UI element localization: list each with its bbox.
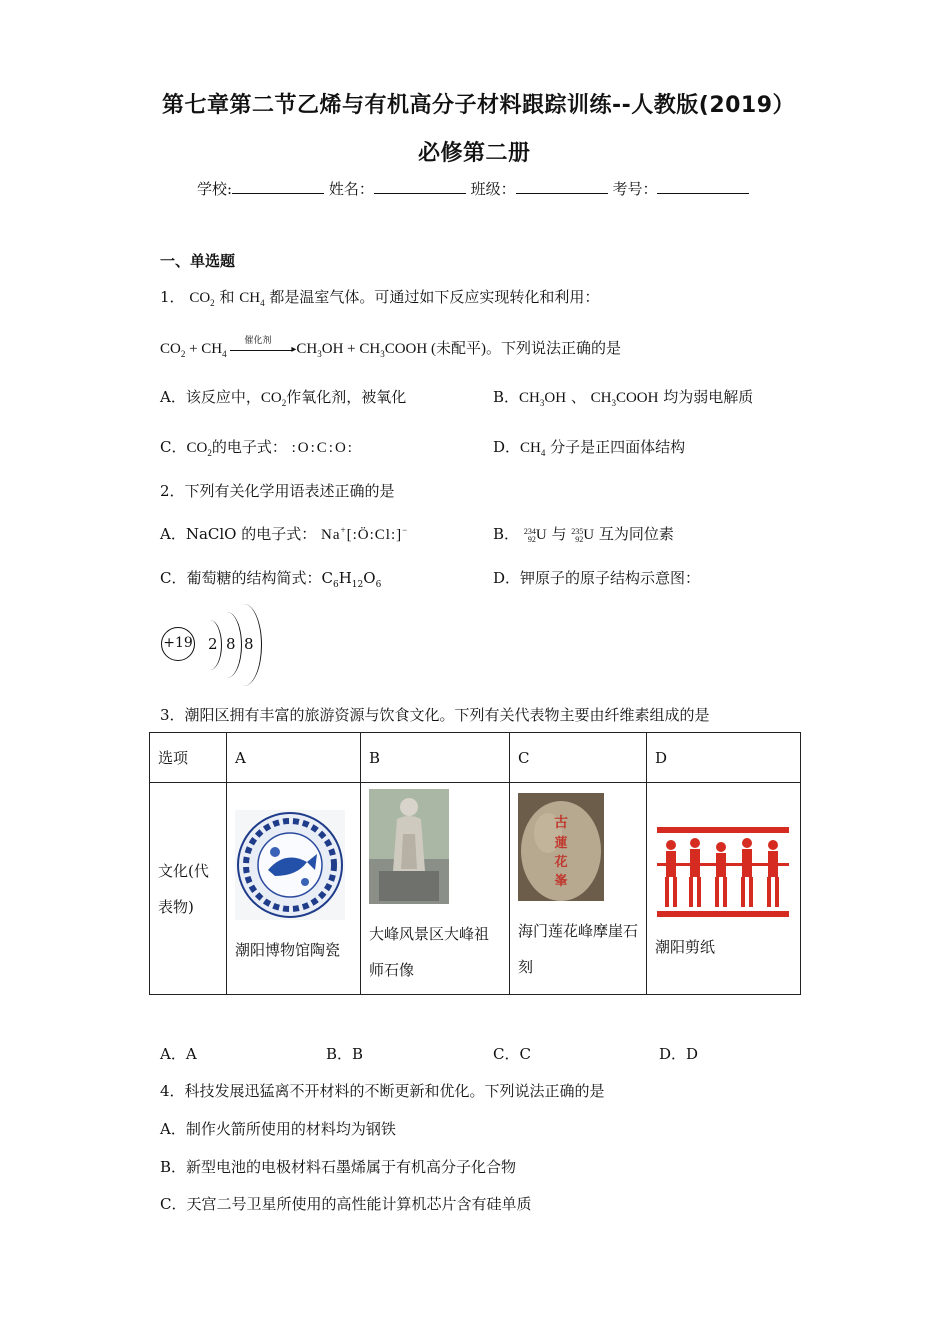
q1-a-prefix: A．该反应中， (160, 388, 261, 406)
q1-d-tail: 分子是正四面体结构 (550, 438, 686, 456)
table-header-cell: A (227, 733, 361, 783)
q3-stem: 3．潮阳区拥有丰富的旅游资源与饮食文化。下列有关代表物主要由纤维素组成的是 (160, 706, 710, 724)
shell-count-3: 8 (244, 635, 254, 653)
id-label: 考号： (612, 180, 658, 198)
q2-option-c[interactable]: C．葡萄糖的结构简式：$C_6H_{12}O_6$ (160, 569, 382, 590)
catalyst-label: 催化剂 (244, 334, 272, 345)
q1-number: 1． (160, 288, 185, 306)
co2-electron-formula: :O:C:O: (291, 440, 354, 456)
row-label: 文化(代表物) (150, 783, 227, 995)
class-label: 班级： (470, 180, 516, 198)
stone-statue-image (369, 789, 449, 904)
q4-option-b[interactable]: B．新型电池的电极材料石墨烯属于有机高分子化合物 (160, 1158, 517, 1176)
q1-text: 都是温室气体。可通过如下反应实现转化和利用： (269, 288, 600, 306)
caption-c: 海门莲花峰摩崖石刻 (518, 921, 639, 976)
table-header-row (150, 733, 801, 783)
table-cell-c (510, 783, 647, 995)
q1-c-mid: 的电子式： (211, 438, 287, 456)
nucleus-circle: +19 (161, 627, 195, 661)
q1-equation-tail: (未配平)。下列说法正确的是 (430, 341, 621, 357)
school-blank (232, 180, 324, 194)
name-blank (374, 180, 466, 194)
q3-option-c[interactable]: C．C (493, 1045, 531, 1063)
q3-table (149, 732, 801, 995)
q2-option-d[interactable]: D．钾原子的原子结构示意图： (493, 569, 701, 587)
q2-b-mid: 与 (551, 525, 567, 543)
q1-c-prefix: C． (160, 438, 187, 456)
q1-b-sep: 、 (570, 388, 586, 406)
q2-option-b[interactable] (493, 523, 674, 544)
school-label: 学校: (197, 180, 233, 198)
table-cell-a (227, 783, 361, 995)
q1-b-tail: 均为弱电解质 (663, 388, 754, 406)
q4-stem: 4．科技发展迅猛离不开材料的不断更新和优化。下列说法正确的是 (160, 1082, 605, 1100)
q1-option-d[interactable] (493, 436, 685, 458)
q2-b-prefix: B． (493, 525, 520, 543)
table-row (150, 783, 801, 995)
q1-b-prefix: B． (493, 388, 520, 406)
q3-option-d[interactable]: D．D (659, 1045, 699, 1063)
q1-option-a[interactable] (160, 386, 406, 408)
carved-char-1: 古 (554, 814, 568, 831)
q3-option-a[interactable]: A．A (160, 1045, 197, 1063)
u235-isotope: 235 92U (571, 526, 595, 544)
carved-char-4: 峯 (554, 873, 568, 889)
q2-c-text: C．葡萄糖的结构简式：C (160, 569, 333, 587)
table-cell-b (361, 783, 510, 995)
page-title: 第七章第二节乙烯与有机高分子材料跟踪训练--人教版(2019） (162, 93, 796, 118)
q1-equation: $CO_2 + CH_4$ 催化剂 ▸ $CH_3OH$ + $CH_3COOH$ (未配平)。下列说法正确的是 (160, 334, 621, 359)
reaction-arrow: 催化剂 ▸ (230, 343, 296, 357)
q1-option-c[interactable] (160, 436, 354, 458)
q2-stem: 2．下列有关化学用语表述正确的是 (160, 482, 395, 500)
q1-d-formula: $CH_4$ (520, 440, 546, 458)
rock-carving-image (518, 793, 604, 901)
q1-a-tail: 作氧化剂，被氧化 (286, 388, 407, 406)
class-blank (516, 180, 608, 194)
q1-c-formula: $CO_2$ (186, 440, 212, 458)
q1-b-formula1: $CH_3OH$ (519, 390, 567, 408)
ch4-formula: $CH_4$ (239, 290, 265, 308)
q2-option-a[interactable] (160, 523, 408, 544)
q2-a-prefix: A．NaClO 的电子式： (160, 525, 317, 543)
q1-b-formula2: $CH_3COOH$ (590, 390, 659, 408)
carved-char-3: 花 (554, 854, 568, 870)
name-label: 姓名： (328, 180, 374, 198)
caption-d: 潮阳剪纸 (655, 937, 716, 956)
student-info-line (197, 178, 749, 199)
carved-char-2: 蓮 (554, 835, 568, 851)
porcelain-plate-image (235, 810, 345, 920)
page-subtitle: 必修第二册 (418, 141, 531, 166)
q2-c-h: H (338, 569, 352, 587)
q1-stem (160, 286, 599, 308)
id-blank (657, 180, 749, 194)
q1-a-formula: $CO_2$ (260, 390, 287, 408)
table-header-cell: B (361, 733, 510, 783)
caption-a: 潮阳博物馆陶瓷 (235, 940, 341, 959)
table-header-cell: 选项 (150, 733, 227, 783)
shell-count-1: 2 (208, 635, 218, 653)
table-header-cell: C (510, 733, 647, 783)
paper-cut-image (655, 823, 791, 921)
q1-d-prefix: D． (493, 438, 521, 456)
q2-c-o: O (363, 569, 376, 587)
shell-count-2: 8 (226, 635, 236, 653)
q2-b-tail: 互为同位素 (598, 525, 674, 543)
q3-option-b[interactable]: B．B (326, 1045, 364, 1063)
q4-option-a[interactable]: A．制作火箭所使用的材料均为钢铁 (160, 1120, 396, 1138)
q1-and: 和 (219, 288, 235, 306)
co2-formula: $CO_2$ (189, 290, 215, 308)
caption-b: 大峰风景区大峰祖师石像 (369, 925, 490, 979)
table-header-cell: D (647, 733, 801, 783)
q1-option-b[interactable] (493, 386, 753, 408)
table-cell-d (647, 783, 801, 995)
u234-isotope: 234 92U (523, 526, 547, 544)
section-heading: 一、单选题 (160, 252, 236, 270)
q4-option-c[interactable]: C．天宫二号卫星所使用的高性能计算机芯片含有硅单质 (160, 1195, 532, 1213)
naclo-electron-formula: Na+[:Ö:Cl:]− (321, 525, 409, 543)
